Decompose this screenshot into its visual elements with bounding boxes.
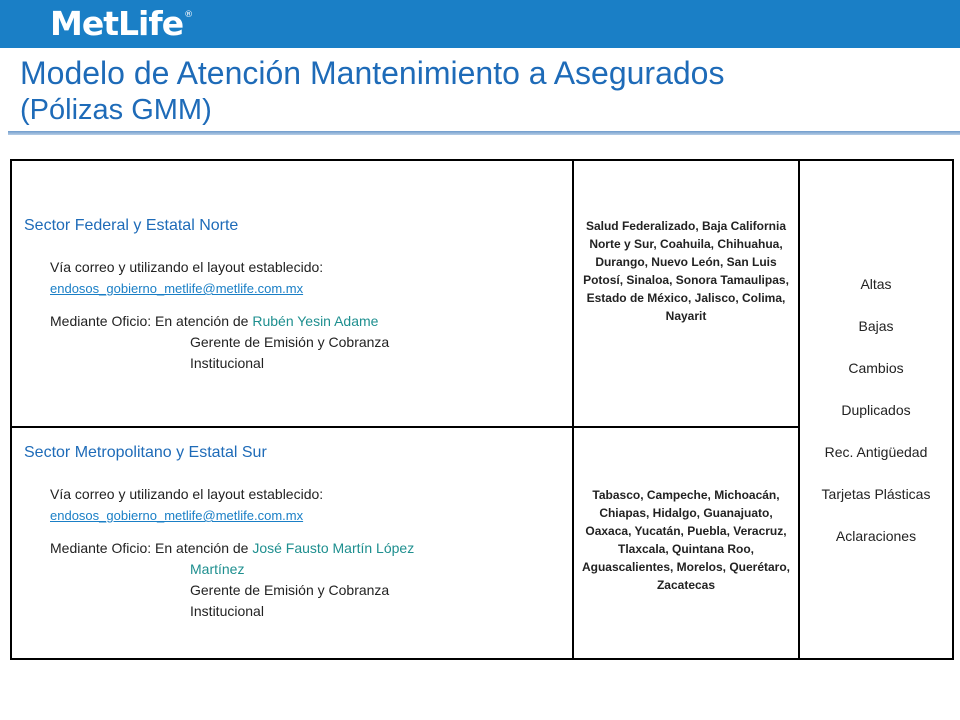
contact-dept: Institucional (190, 603, 264, 619)
states-cell (573, 160, 799, 427)
operation-item: Bajas (858, 317, 894, 334)
oficio-line (24, 538, 560, 559)
registered-mark: ® (184, 10, 193, 20)
contact-role: Gerente de Emisión y Cobranza (190, 334, 390, 350)
sector-title: Sector Metropolitano y Estatal Sur (24, 444, 267, 461)
operation-item: Tarjetas Plásticas (821, 485, 931, 502)
contact-name: Rubén Yesin Adame (252, 313, 379, 329)
operation-item: Cambios (848, 359, 904, 376)
contact-name-cont: Martínez (190, 561, 245, 577)
operations-cell (799, 160, 953, 659)
operation-item: Altas (860, 275, 892, 292)
email-intro: Vía correo y utilizando el layout establecido: (50, 486, 324, 502)
title-line-2: (Pólizas GMM) (20, 94, 212, 126)
sector-north (12, 161, 572, 374)
service-model-table (10, 159, 954, 660)
contact-dept: Institucional (190, 355, 264, 371)
brand-name: MetLife (50, 4, 184, 43)
email-link[interactable]: endosos_gobierno_metlife@metlife.com.mx (50, 508, 304, 523)
states-list: Salud Federalizado, Baja California Norte y Sur, Coahuila, Chihuahua, Durango, Nuevo León, San Luis Potosí, Sinaloa, Sonora Tamaulipas, Estado de México, Jalisco, Colima, Nayarit (583, 219, 789, 323)
header-bar (0, 0, 960, 48)
title-line-1: Modelo de Atención Mantenimiento a Asegurados (20, 55, 725, 91)
states-cell (573, 427, 799, 659)
sector-cell (11, 160, 573, 427)
sector-title: Sector Federal y Estatal Norte (24, 217, 239, 234)
page-title (20, 54, 950, 128)
operation-item: Duplicados (841, 401, 911, 418)
oficio-prefix: Mediante Oficio: En atención de (50, 540, 253, 556)
email-intro: Vía correo y utilizando el layout establecido: (50, 259, 324, 275)
oficio-line (24, 311, 560, 332)
contact-role: Gerente de Emisión y Cobranza (190, 582, 390, 598)
sector-south (12, 428, 572, 622)
states-list: Tabasco, Campeche, Michoacán, Chiapas, Hidalgo, Guanajuato, Oaxaca, Yucatán, Puebla, Veracruz, Tlaxcala, Quintana Roo, Aguascalientes, Morelos, Querétaro, Zacatecas (581, 488, 791, 592)
metlife-logo (50, 4, 192, 43)
operation-item: Aclaraciones (835, 527, 917, 544)
email-link[interactable]: endosos_gobierno_metlife@metlife.com.mx (50, 281, 304, 296)
title-divider (8, 131, 960, 135)
operation-item: Rec. Antigüedad (824, 443, 928, 460)
table-row (11, 160, 953, 427)
oficio-prefix: Mediante Oficio: En atención de (50, 313, 253, 329)
sector-cell (11, 427, 573, 659)
contact-name: José Fausto Martín López (252, 540, 415, 556)
